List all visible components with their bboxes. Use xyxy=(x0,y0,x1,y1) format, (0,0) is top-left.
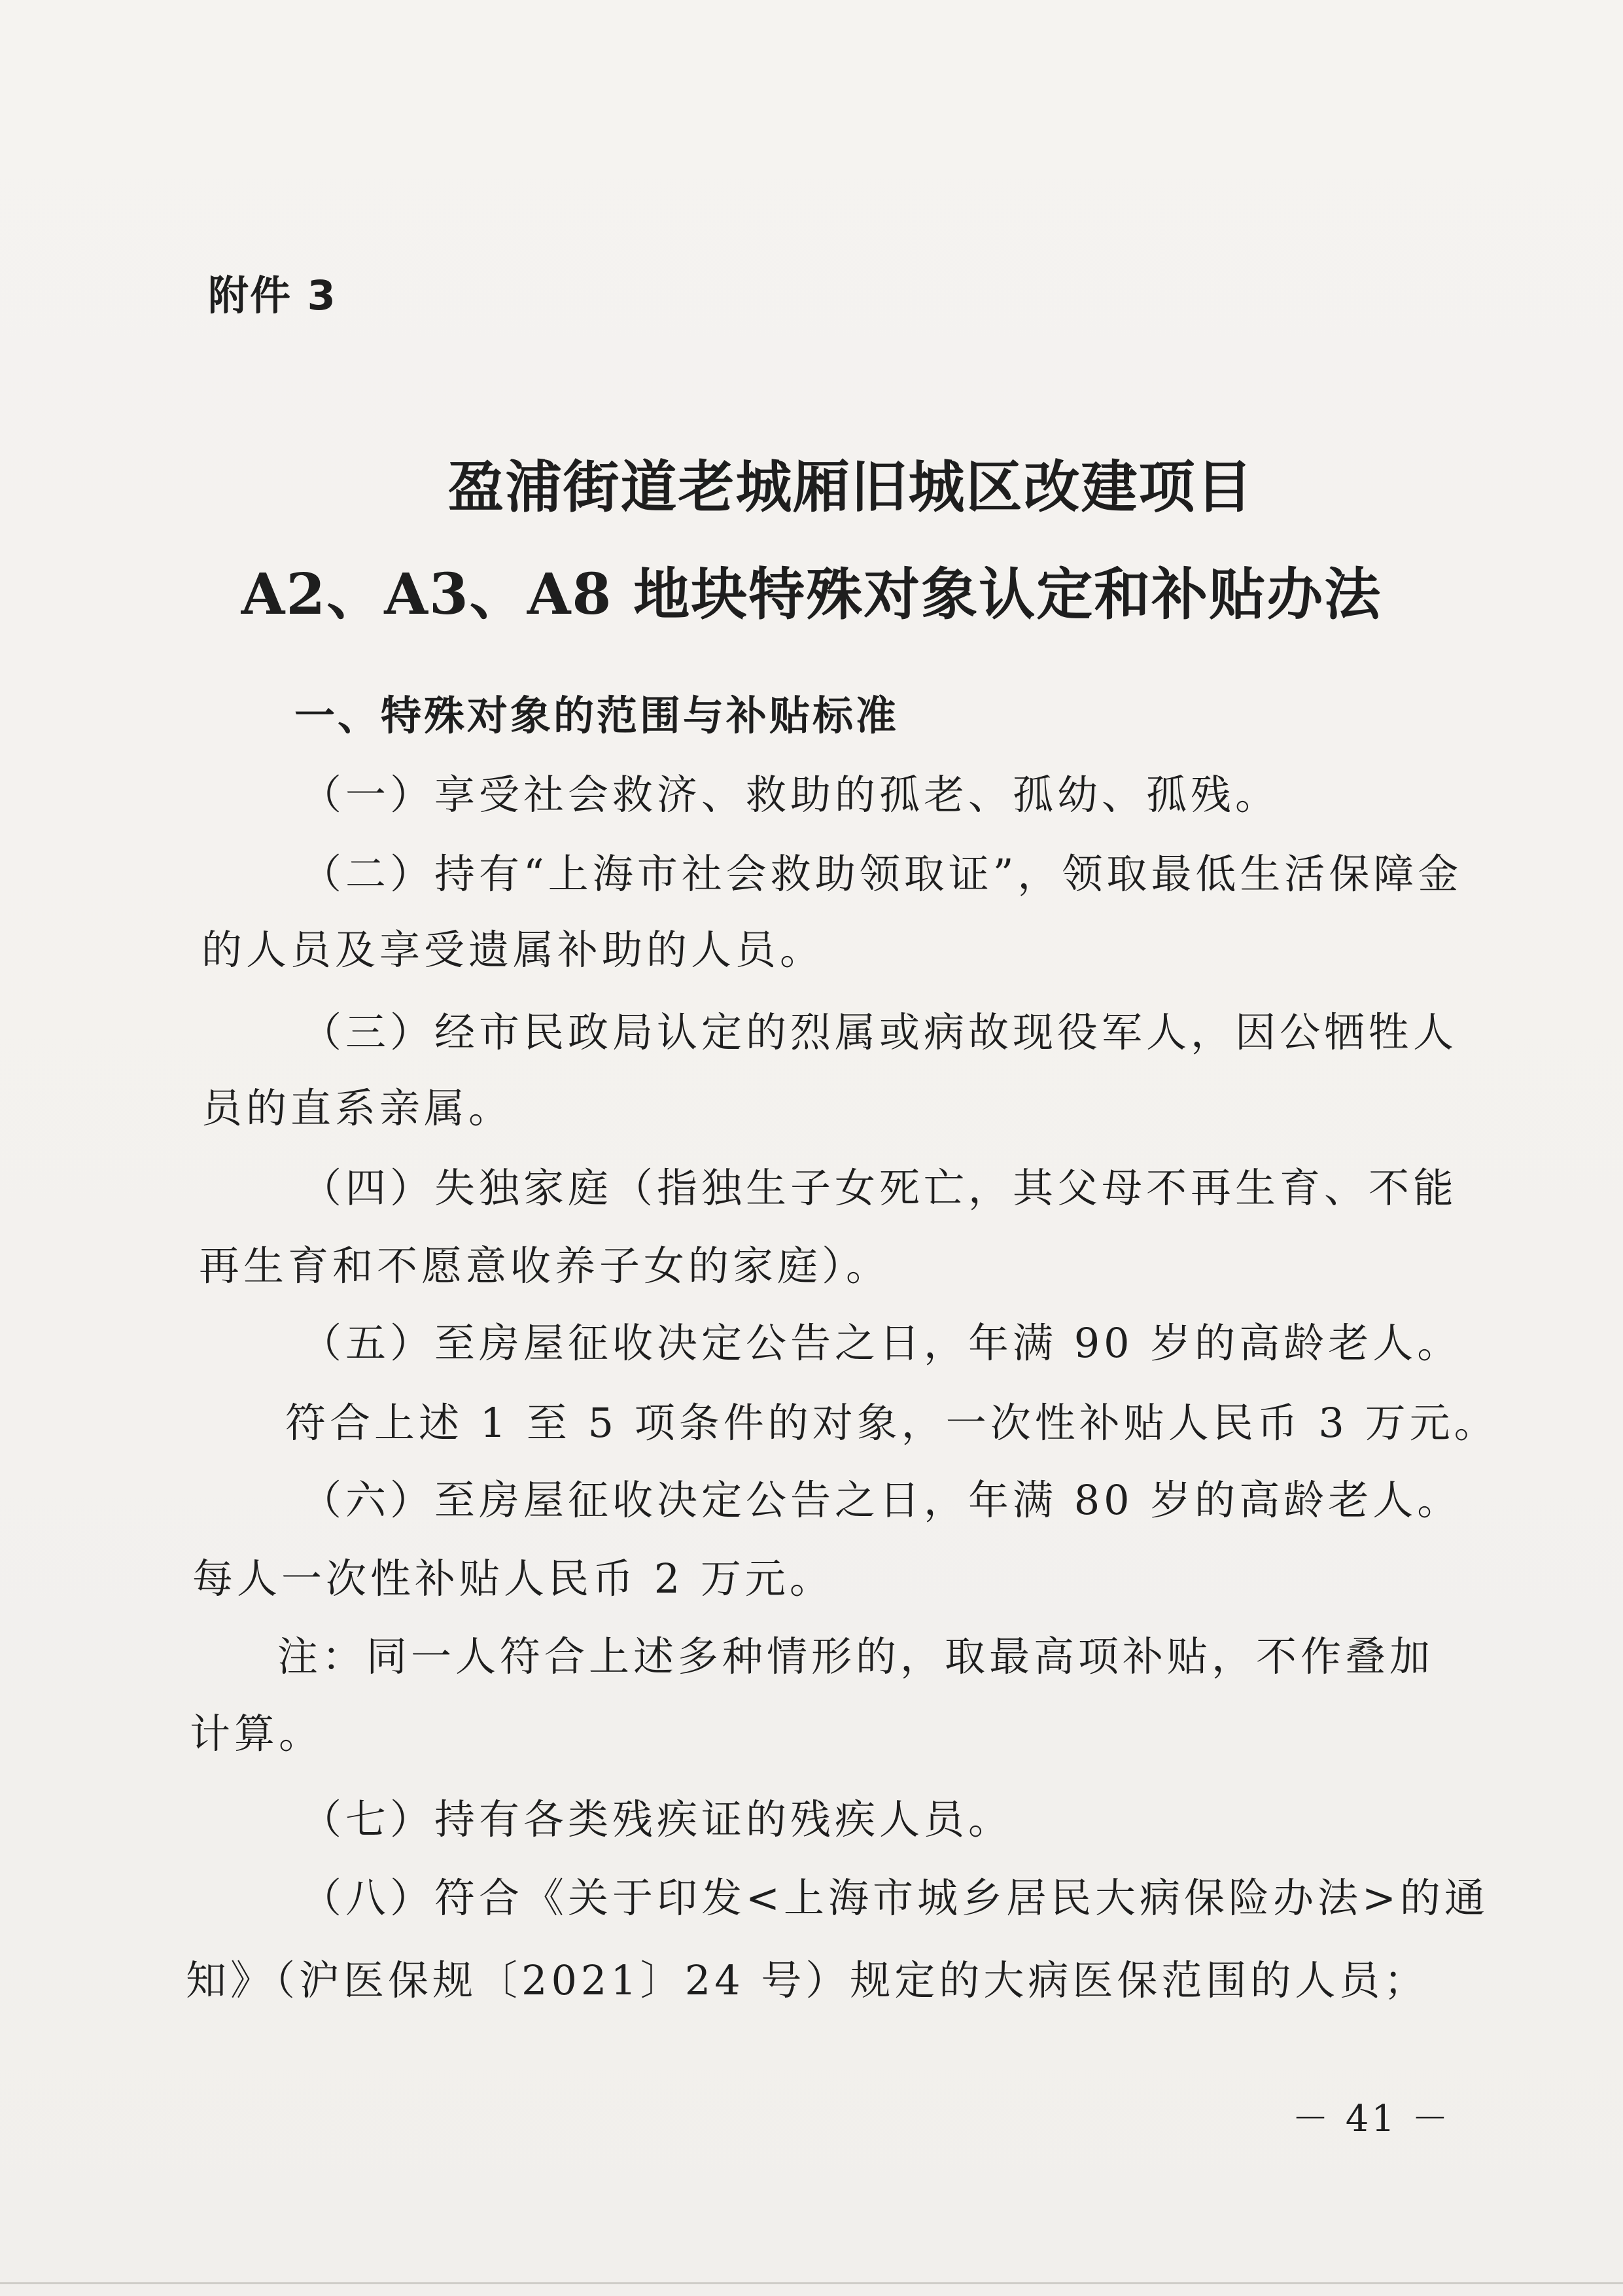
attachment-label: 附件 3 xyxy=(208,272,337,319)
paragraph-line: 符合上述 1 至 5 项条件的对象，一次性补贴人民币 3 万元。 xyxy=(285,1399,1499,1447)
paragraph-line: 的人员及享受遗属补助的人员。 xyxy=(201,926,825,974)
paragraph-line: 每人一次性补贴人民币 2 万元。 xyxy=(192,1555,834,1602)
paragraph-line: （八）符合《关于印发<上海市城乡居民大病保险办法>的通 xyxy=(301,1874,1489,1922)
paragraph-line: （七）持有各类残疾证的残疾人员。 xyxy=(301,1795,1013,1843)
paragraph-line: 再生育和不愿意收养子女的家庭）。 xyxy=(199,1242,891,1290)
paragraph-line: 知》（沪医保规〔2021〕24 号）规定的大病医保范围的人员； xyxy=(186,1956,1429,2004)
document-title-line-2: A2、A3、A8 地块特殊对象认定和补贴办法 xyxy=(241,561,1382,627)
paragraph-line: （一）享受社会救济、救助的孤老、孤幼、孤残。 xyxy=(301,771,1280,819)
scan-edge-line xyxy=(0,2282,1623,2284)
paragraph-line: 员的直系亲属。 xyxy=(201,1084,514,1132)
note-line: 注：同一人符合上述多种情形的，取最高项补贴，不作叠加 xyxy=(277,1633,1435,1680)
document-title-line-1: 盈浦街道老城厢旧城区改建项目 xyxy=(447,454,1254,520)
note-line: 计算。 xyxy=(190,1710,324,1757)
paragraph-line: （五）至房屋征收决定公告之日，年满 90 岁的高龄老人。 xyxy=(301,1319,1462,1367)
paragraph-line: （二）持有“上海市社会救助领取证”，领取最低生活保障金 xyxy=(301,850,1463,898)
paragraph-line: （三）经市民政局认定的烈属或病故现役军人，因公牺牲人 xyxy=(301,1008,1458,1056)
paragraph-line: （四）失独家庭（指独生子女死亡，其父母不再生育、不能 xyxy=(301,1164,1458,1212)
paragraph-line: （六）至房屋征收决定公告之日，年满 80 岁的高龄老人。 xyxy=(301,1476,1462,1524)
section-heading: 一、特殊对象的范围与补贴标准 xyxy=(294,692,899,739)
page-number: － 41 － xyxy=(1292,2098,1451,2140)
